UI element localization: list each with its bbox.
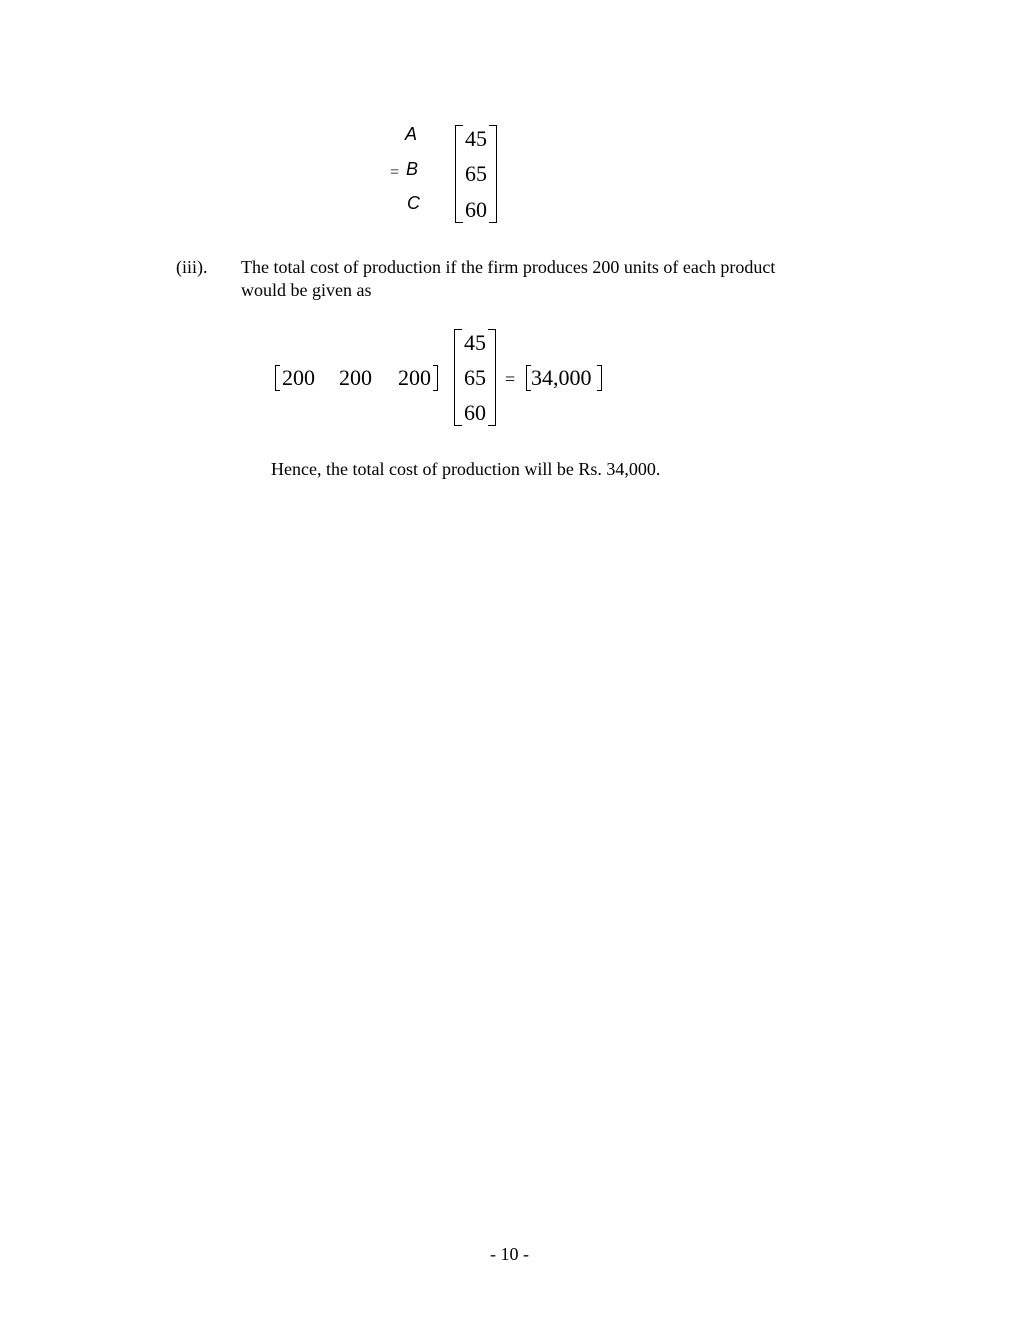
conclusion-text: Hence, the total cost of production will be Rs. 34,000. — [271, 459, 661, 479]
column-vector-value: 45 — [464, 330, 486, 355]
part-text-line2: would be given as — [241, 280, 372, 300]
equation-equals-sign: = — [505, 369, 516, 389]
equation-result: 34,000 — [531, 365, 592, 390]
row-vector-value: 200 — [398, 365, 431, 390]
part-text-line1: The total cost of production if the firm produces 200 units of each product — [241, 257, 776, 277]
column-vector-value: 65 — [464, 365, 486, 390]
vector-value: 45 — [465, 126, 487, 151]
part-label: (iii). — [176, 257, 208, 277]
column-vector-value: 60 — [464, 400, 486, 425]
equals-sign: = — [390, 164, 400, 181]
page-number: - 10 - — [490, 1244, 529, 1264]
row-label-a: A — [405, 124, 418, 144]
row-vector-value: 200 — [282, 365, 315, 390]
vector-value: 65 — [465, 161, 487, 186]
row-vector-value: 200 — [339, 365, 372, 390]
vector-value: 60 — [465, 197, 487, 222]
row-label-c: C — [407, 193, 420, 213]
row-label-b: B — [406, 159, 419, 179]
